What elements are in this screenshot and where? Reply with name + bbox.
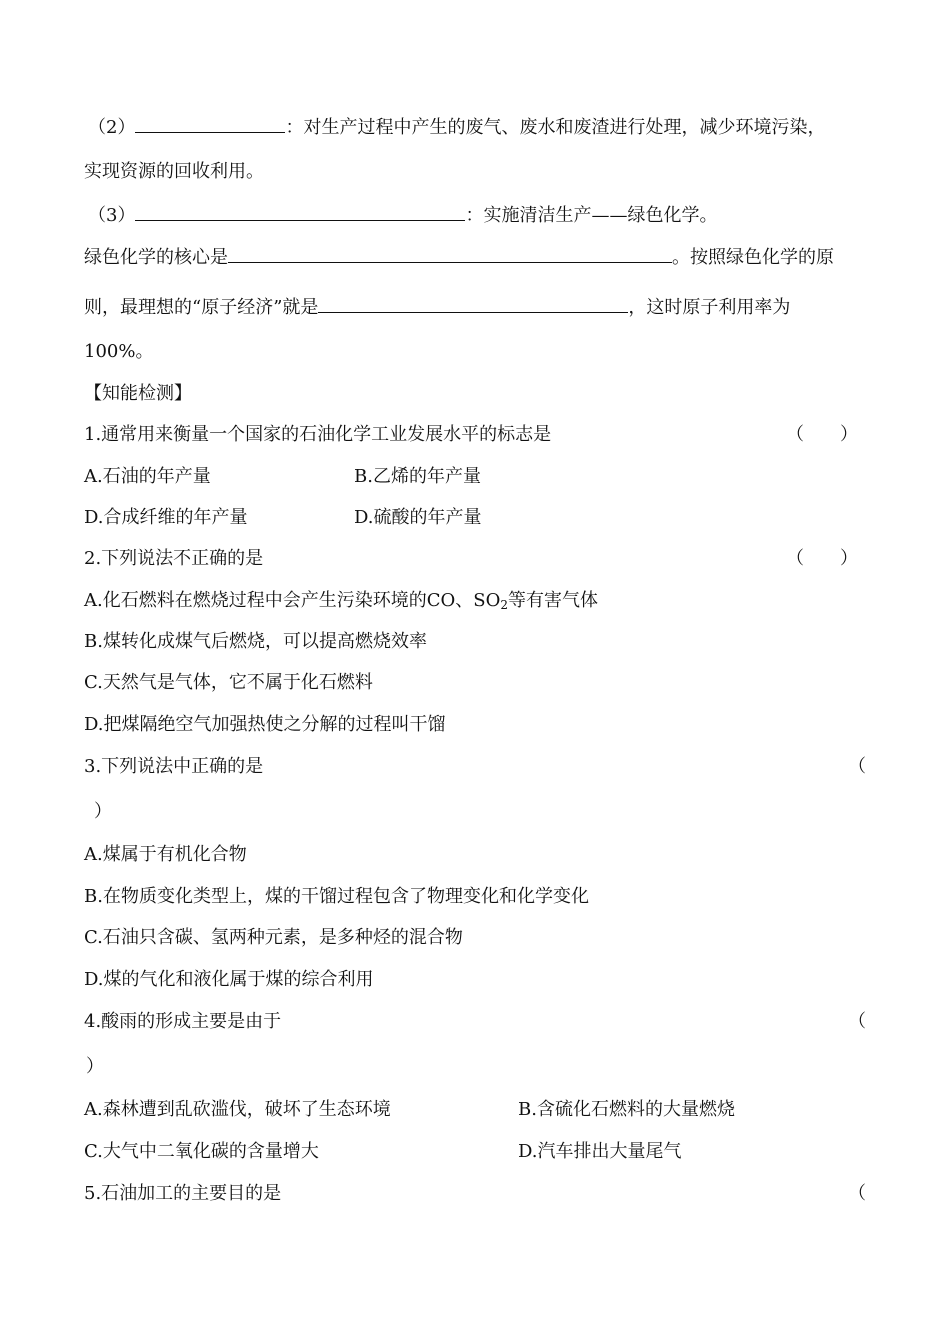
item-3-line bbox=[88, 202, 717, 228]
q4-paren-open[interactable]: （ bbox=[848, 1011, 866, 1032]
item-2-text: ：对生产过程中产生的废气、废水和废渣进行处理，减少环境污染， bbox=[285, 117, 826, 138]
q4-option-d[interactable]: D.汽车排出大量尾气 bbox=[518, 1141, 682, 1162]
blank-3[interactable] bbox=[135, 202, 465, 221]
q1-option-d-first[interactable]: D.合成纤维的年产量 bbox=[84, 507, 248, 528]
q3-stem: 3.下列说法中正确的是 bbox=[84, 756, 264, 777]
q2-option-c[interactable]: C.天然气是气体，它不属于化石燃料 bbox=[84, 672, 373, 693]
q4-option-c[interactable]: C.大气中二氧化碳的含量增大 bbox=[84, 1141, 319, 1162]
q2-option-a-tail: 等有害气体 bbox=[507, 590, 598, 611]
q1-option-d-second[interactable]: D.硫酸的年产量 bbox=[354, 507, 482, 528]
q1-option-b[interactable]: B.乙烯的年产量 bbox=[354, 466, 481, 487]
q2-answer-paren[interactable]: （ ） bbox=[786, 548, 858, 569]
blank-2[interactable] bbox=[135, 114, 285, 133]
q2-option-a[interactable] bbox=[84, 589, 598, 617]
q4-paren-close: ） bbox=[86, 1056, 104, 1077]
q3-paren-close: ） bbox=[94, 801, 112, 822]
blank-green-core[interactable] bbox=[228, 244, 672, 263]
atom-economy-prefix: 则，最理想的“原子经济”就是 bbox=[84, 297, 319, 318]
atom-economy-suffix: ，这时原子利用率为 bbox=[628, 297, 791, 318]
atom-economy-line bbox=[84, 294, 790, 320]
q3-option-b[interactable]: B.在物质变化类型上，煤的干馏过程包含了物理变化和化学变化 bbox=[84, 886, 589, 907]
green-core-line bbox=[84, 244, 834, 270]
q1-option-a[interactable]: A.石油的年产量 bbox=[84, 466, 211, 487]
q3-paren-open[interactable]: （ bbox=[848, 756, 866, 777]
percent-text: 100%。 bbox=[84, 341, 154, 362]
q4-stem: 4.酸雨的形成主要是由于 bbox=[84, 1011, 282, 1032]
q5-paren-open[interactable]: （ bbox=[848, 1183, 866, 1204]
item-2-continuation: 实现资源的回收利用。 bbox=[84, 161, 264, 182]
item-3-number: （3） bbox=[88, 205, 136, 226]
q2-option-b[interactable]: B.煤转化成煤气后燃烧，可以提高燃烧效率 bbox=[84, 631, 427, 652]
item-3-text: ：实施清洁生产——绿色化学。 bbox=[465, 205, 718, 226]
q3-option-c[interactable]: C.石油只含碳、氢两种元素，是多种烃的混合物 bbox=[84, 927, 463, 948]
q1-stem: 1.通常用来衡量一个国家的石油化学工业发展水平的标志是 bbox=[84, 424, 552, 445]
subscript: 2 bbox=[500, 598, 508, 612]
green-core-suffix: 。按照绿色化学的原 bbox=[672, 247, 834, 268]
q4-option-b[interactable]: B.含硫化石燃料的大量燃烧 bbox=[518, 1099, 735, 1120]
q1-answer-paren[interactable]: （ ） bbox=[786, 424, 858, 445]
q5-stem: 5.石油加工的主要目的是 bbox=[84, 1183, 282, 1204]
green-core-prefix: 绿色化学的核心是 bbox=[84, 247, 228, 268]
q2-option-a-text: A.化石燃料在燃烧过程中会产生污染环境的CO、SO bbox=[84, 590, 501, 611]
q3-option-a[interactable]: A.煤属于有机化合物 bbox=[84, 844, 247, 865]
q4-option-a[interactable]: A.森林遭到乱砍滥伐，破坏了生态环境 bbox=[84, 1099, 391, 1120]
item-2-number: （2） bbox=[88, 117, 136, 138]
section-title: 【知能检测】 bbox=[84, 383, 192, 404]
q2-option-d[interactable]: D.把煤隔绝空气加强热使之分解的过程叫干馏 bbox=[84, 714, 446, 735]
q2-stem: 2.下列说法不正确的是 bbox=[84, 548, 264, 569]
item-2-line bbox=[88, 114, 825, 140]
blank-atom-economy[interactable] bbox=[318, 294, 628, 313]
q3-option-d[interactable]: D.煤的气化和液化属于煤的综合利用 bbox=[84, 969, 374, 990]
